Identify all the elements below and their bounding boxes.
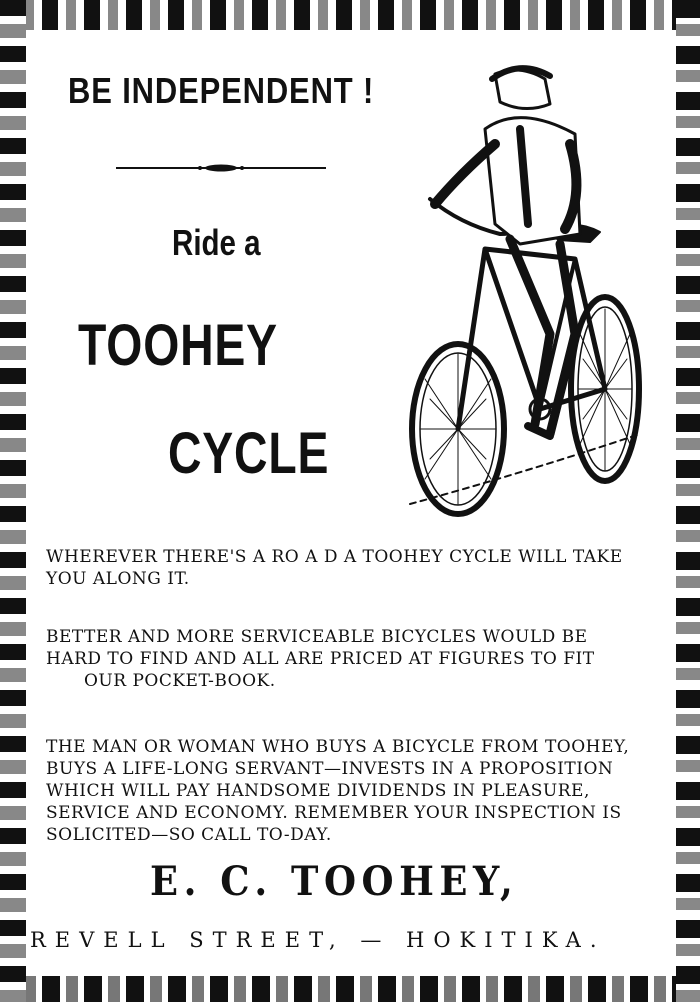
paragraph-line: YOU ALONG IT. — [46, 569, 190, 589]
headline: BE INDEPENDENT ! — [68, 70, 375, 111]
paragraph-line: WHICH WILL PAY HANDSOME DIVIDENDS IN PLEASURE, — [46, 781, 590, 801]
paragraph-serviceable — [46, 626, 666, 692]
paragraph-road — [46, 546, 666, 590]
checkered-border-right — [676, 0, 700, 1002]
paragraph-servant — [46, 736, 666, 846]
checkered-border-top — [0, 0, 700, 30]
paragraph-line: THE MAN OR WOMAN WHO BUYS A BICYCLE FROM TOOHEY, — [46, 737, 630, 757]
checkered-border-left — [0, 0, 26, 1002]
paragraph-line: HARD TO FIND AND ALL ARE PRICED AT FIGURES TO FIT — [46, 649, 595, 669]
merchant-address: REVELL STREET, — HOKITIKA. — [30, 928, 606, 952]
paragraph-line: BETTER AND MORE SERVICEABLE BICYCLES WOULD BE — [46, 627, 588, 647]
ride-text: Ride a — [172, 222, 261, 263]
paragraph-line: BUYS A LIFE-LONG SERVANT—INVESTS IN A PROPOSITION — [46, 759, 614, 779]
ornamental-rule-icon — [116, 164, 326, 172]
brand-line-2: CYCLE — [168, 421, 330, 486]
man-riding-bicycle-illustration-icon — [400, 34, 660, 524]
paragraph-line: WHEREVER THERE'S A RO A D A TOOHEY CYCLE WILL TAKE — [46, 547, 623, 567]
checkered-border-bottom — [0, 976, 700, 1002]
paragraph-line: SERVICE AND ECONOMY. REMEMBER YOUR INSPECTION IS — [46, 803, 622, 823]
paragraph-line: OUR POCKET-BOOK. — [84, 671, 276, 691]
brand-line-1: TOOHEY — [78, 313, 278, 378]
paragraph-line: SOLICITED—SO CALL TO-DAY. — [46, 825, 332, 845]
merchant-name: E. C. TOOHEY, — [150, 858, 519, 905]
